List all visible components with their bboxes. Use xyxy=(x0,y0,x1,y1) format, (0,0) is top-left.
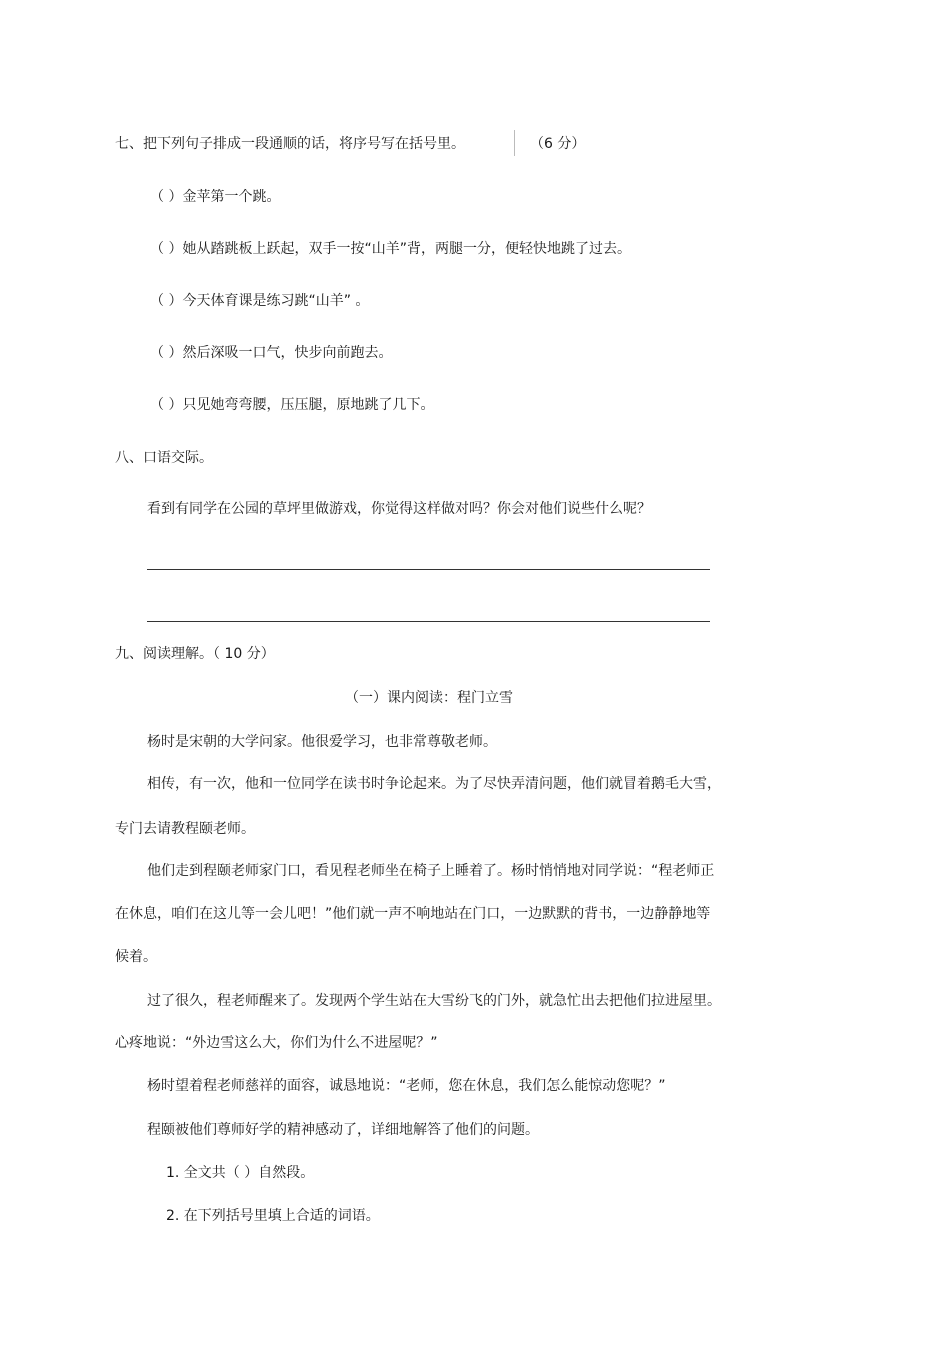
list-item: （ ）她从踏跳板上跃起，双手一按“山羊”背，两腿一分，便轻快地跳了过去。 xyxy=(150,241,631,257)
passage-line: 相传，有一次，他和一位同学在读书时争论起来。为了尽快弄清问题，他们就冒着鹅毛大雪， xyxy=(147,776,721,792)
list-item: （ ）今天体育课是练习跳“山羊” 。 xyxy=(150,293,370,309)
list-item: （ ）然后深吸一口气，快步向前跑去。 xyxy=(150,345,393,361)
passage-line: 专门去请教程颐老师。 xyxy=(115,821,255,837)
passage-line: 程颐被他们尊师好学的精神感动了，详细地解答了他们的问题。 xyxy=(147,1122,539,1138)
passage-line: 过了很久，程老师醒来了。发现两个学生站在大雪纷飞的门外，就急忙出去把他们拉进屋里。 xyxy=(147,993,721,1009)
passage-line: 杨时望着程老师慈祥的面容，诚恳地说：“老师，您在休息，我们怎么能惊动您呢？” xyxy=(147,1078,666,1094)
passage-title: （一）课内阅读：程门立雪 xyxy=(345,690,513,706)
passage-line: 在休息，咱们在这儿等一会儿吧！”他们就一声不响地站在门口，一边默默的背书，一边静静地等 xyxy=(115,906,711,922)
passage-line: 候着。 xyxy=(115,949,157,965)
section8-question: 看到有同学在公园的草坪里做游戏，你觉得这样做对吗？你会对他们说些什么呢？ xyxy=(147,501,651,517)
answer-line xyxy=(147,621,710,622)
section8-heading: 八、口语交际。 xyxy=(115,450,213,466)
section7-score: （6 分） xyxy=(530,136,586,152)
section9-heading: 九、阅读理解。（ 10 分） xyxy=(115,646,275,662)
list-item: （ ）只见她弯弯腰，压压腿，原地跳了几下。 xyxy=(150,397,435,413)
passage-line: 杨时是宋朝的大学问家。他很爱学习，也非常尊敬老师。 xyxy=(147,734,497,750)
question-item: 1. 全文共（ ）自然段。 xyxy=(166,1165,315,1181)
section7-heading: 七、把下列句子排成一段通顺的话，将序号写在括号里。 xyxy=(115,136,465,152)
answer-line xyxy=(147,569,710,570)
passage-line: 心疼地说：“外边雪这么大，你们为什么不进屋呢？” xyxy=(115,1035,438,1051)
list-item: （ ）金苹第一个跳。 xyxy=(150,189,281,205)
divider xyxy=(514,130,515,156)
question-item: 2. 在下列括号里填上合适的词语。 xyxy=(166,1208,380,1224)
passage-line: 他们走到程颐老师家门口，看见程老师坐在椅子上睡着了。杨时悄悄地对同学说：“程老师正 xyxy=(147,863,715,879)
